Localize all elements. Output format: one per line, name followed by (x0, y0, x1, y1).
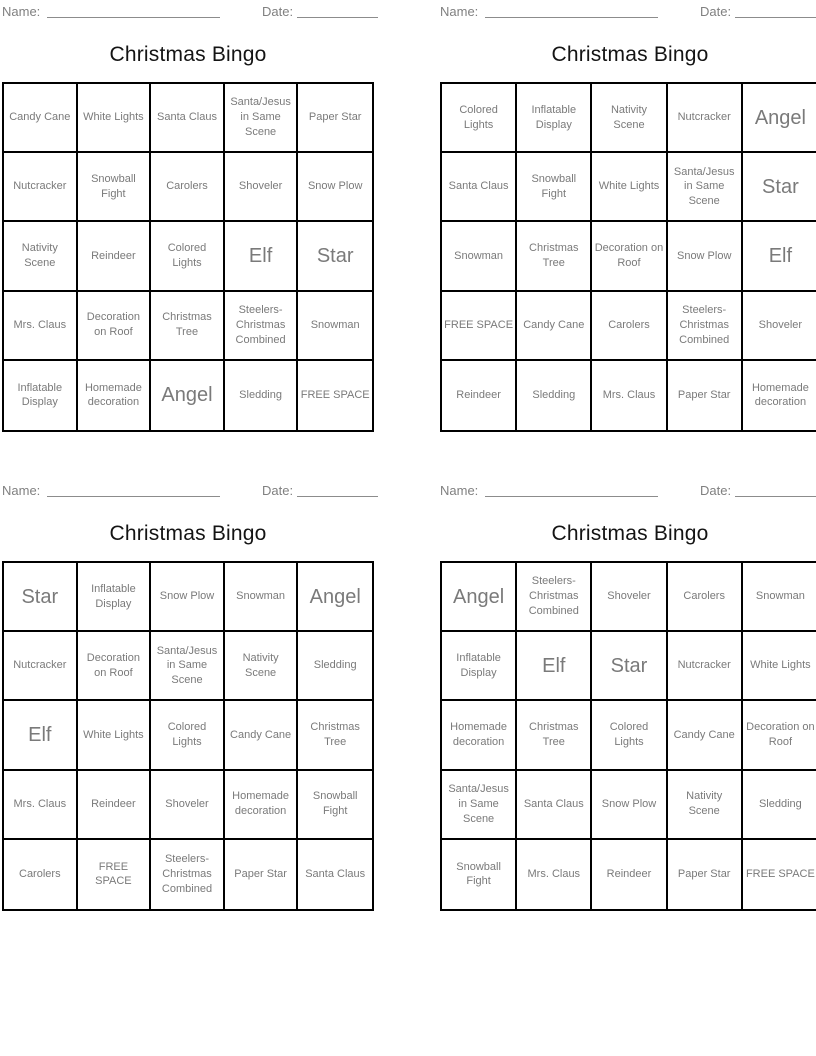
date-blank-line (297, 17, 378, 18)
bingo-cell: Colored Lights (592, 701, 667, 770)
bingo-cell: Sledding (225, 361, 299, 430)
bingo-cell: Star (592, 632, 667, 701)
date-label: Date: (700, 483, 732, 498)
bingo-cell: Elf (743, 222, 816, 291)
bingo-grid-4 (440, 561, 816, 911)
free-space-cell: FREE SPACE (300, 388, 370, 401)
bingo-cell: Carolers (151, 153, 225, 222)
bingo-cell: Shoveler (592, 563, 667, 632)
bingo-cell: Snowball Fight (517, 153, 592, 222)
bingo-cell: Nativity Scene (4, 222, 78, 291)
bingo-cell: Candy Cane (668, 701, 743, 770)
bingo-cell: Mrs. Claus (517, 840, 592, 909)
bingo-cell: White Lights (78, 84, 152, 153)
name-label: Name: (2, 4, 41, 19)
bingo-cell: Star (4, 563, 78, 632)
bingo-cell: Mrs. Claus (592, 361, 667, 430)
bingo-cell: Reindeer (592, 840, 667, 909)
bingo-cell: Snow Plow (668, 222, 743, 291)
bingo-cell: Decoration on Roof (78, 632, 152, 701)
bingo-cell: Colored Lights (151, 701, 225, 770)
date-blank-line (297, 496, 378, 497)
bingo-cell: Paper Star (298, 84, 372, 153)
bingo-cell: Angel (151, 361, 225, 430)
bingo-cell: Elf (4, 701, 78, 770)
bingo-cell: Santa/Jesus in Same Scene (151, 632, 225, 701)
date-blank-line (735, 17, 816, 18)
bingo-cell: Snow Plow (151, 563, 225, 632)
bingo-cell: Reindeer (442, 361, 517, 430)
card-title: Christmas Bingo (551, 43, 709, 66)
name-label: Name: (440, 4, 479, 19)
bingo-cell: Snowman (225, 563, 299, 632)
bingo-cell: Sledding (517, 361, 592, 430)
bingo-cell: White Lights (78, 701, 152, 770)
bingo-cell: Santa/Jesus in Same Scene (442, 771, 517, 840)
date-label: Date: (700, 4, 732, 19)
bingo-cell: Nativity Scene (668, 771, 743, 840)
date-label: Date: (262, 483, 294, 498)
bingo-cell: Carolers (592, 292, 667, 361)
bingo-cell: White Lights (592, 153, 667, 222)
bingo-cell: Paper Star (668, 840, 743, 909)
bingo-cell: Santa Claus (305, 867, 366, 880)
bingo-cell: Colored Lights (151, 222, 225, 291)
bingo-cell: Angel (442, 563, 517, 632)
bingo-cell: Carolers (4, 840, 78, 909)
card-title: Christmas Bingo (109, 43, 267, 66)
bingo-cell: Shoveler (151, 771, 225, 840)
name-blank-line (47, 496, 220, 497)
bingo-cell: Nutcracker (4, 632, 78, 701)
bingo-grid-3 (2, 561, 374, 911)
bingo-cell: Steelers-Christmas Combined (517, 563, 592, 632)
bingo-cell: Steelers-Christmas Combined (225, 292, 299, 361)
bingo-cell: Reindeer (78, 222, 152, 291)
bingo-cell: Nutcracker (668, 632, 743, 701)
name-label: Name: (2, 483, 41, 498)
date-blank-line (735, 496, 816, 497)
bingo-cell: Nativity Scene (592, 84, 667, 153)
bingo-cell: Christmas Tree (151, 292, 225, 361)
bingo-cell: Inflatable Display (4, 361, 78, 430)
bingo-cell: Nativity Scene (225, 632, 299, 701)
bingo-cell: Santa Claus (151, 84, 225, 153)
bingo-cell: Angel (298, 563, 372, 632)
date-label: Date: (262, 4, 294, 19)
bingo-cell: Snowball Fight (442, 840, 517, 909)
bingo-cell: Paper Star (668, 361, 743, 430)
bingo-cell: Steelers-Christmas Combined (668, 292, 743, 361)
card-title: Christmas Bingo (109, 522, 267, 545)
free-space-cell: FREE SPACE (745, 867, 815, 880)
bingo-cell: Mrs. Claus (4, 771, 78, 840)
bingo-cell: Snow Plow (298, 153, 372, 222)
bingo-grid-2 (440, 82, 816, 432)
bingo-cell: Inflatable Display (78, 563, 152, 632)
bingo-cell: Snow Plow (592, 771, 667, 840)
bingo-cell: Nutcracker (4, 153, 78, 222)
bingo-cell: Santa Claus (442, 153, 517, 222)
bingo-cell: Decoration on Roof (743, 701, 816, 770)
bingo-cell: Shoveler (743, 292, 816, 361)
bingo-cell: White Lights (743, 632, 816, 701)
bingo-cell: Decoration on Roof (78, 292, 152, 361)
bingo-cell: Homemade decoration (78, 361, 152, 430)
bingo-cell: Sledding (298, 632, 372, 701)
bingo-cell: Candy Cane (4, 84, 78, 153)
bingo-grid-1 (2, 82, 374, 432)
bingo-cell: Christmas Tree (298, 701, 372, 770)
bingo-cell: Star (743, 153, 816, 222)
bingo-cell: Decoration on Roof (592, 222, 667, 291)
bingo-cell: Elf (517, 632, 592, 701)
name-blank-line (47, 17, 220, 18)
bingo-cell: Snowman (743, 563, 816, 632)
bingo-cell: Homemade decoration (225, 771, 299, 840)
bingo-cell: Snowman (442, 222, 517, 291)
free-space-cell: FREE SPACE (78, 840, 152, 909)
bingo-cell: Christmas Tree (517, 222, 592, 291)
bingo-cell: Snowman (298, 292, 372, 361)
bingo-cell: Homemade decoration (751, 381, 809, 409)
bingo-cell: Santa Claus (517, 771, 592, 840)
bingo-cell: Santa/Jesus in Same Scene (668, 153, 743, 222)
bingo-cell: Inflatable Display (442, 632, 517, 701)
bingo-cell: Nutcracker (668, 84, 743, 153)
name-blank-line (485, 496, 658, 497)
bingo-cell: Christmas Tree (517, 701, 592, 770)
bingo-cell: Candy Cane (517, 292, 592, 361)
bingo-cell: Sledding (743, 771, 816, 840)
bingo-cell: Snowball Fight (298, 771, 372, 840)
card-title: Christmas Bingo (551, 522, 709, 545)
bingo-cell: Santa/Jesus in Same Scene (225, 84, 299, 153)
free-space-cell: FREE SPACE (442, 292, 517, 361)
bingo-cell: Angel (743, 84, 816, 153)
bingo-cell: Mrs. Claus (4, 292, 78, 361)
bingo-cell: Steelers-Christmas Combined (151, 840, 225, 909)
bingo-cell: Reindeer (78, 771, 152, 840)
bingo-cell: Paper Star (225, 840, 299, 909)
bingo-cell: Star (298, 222, 372, 291)
bingo-cell: Candy Cane (225, 701, 299, 770)
name-label: Name: (440, 483, 479, 498)
bingo-cell: Snowball Fight (78, 153, 152, 222)
bingo-cell: Shoveler (225, 153, 299, 222)
name-blank-line (485, 17, 658, 18)
bingo-cell: Carolers (668, 563, 743, 632)
bingo-cell: Homemade decoration (442, 701, 517, 770)
bingo-cell: Elf (225, 222, 299, 291)
bingo-cell: Inflatable Display (517, 84, 592, 153)
bingo-cell: Colored Lights (442, 84, 517, 153)
